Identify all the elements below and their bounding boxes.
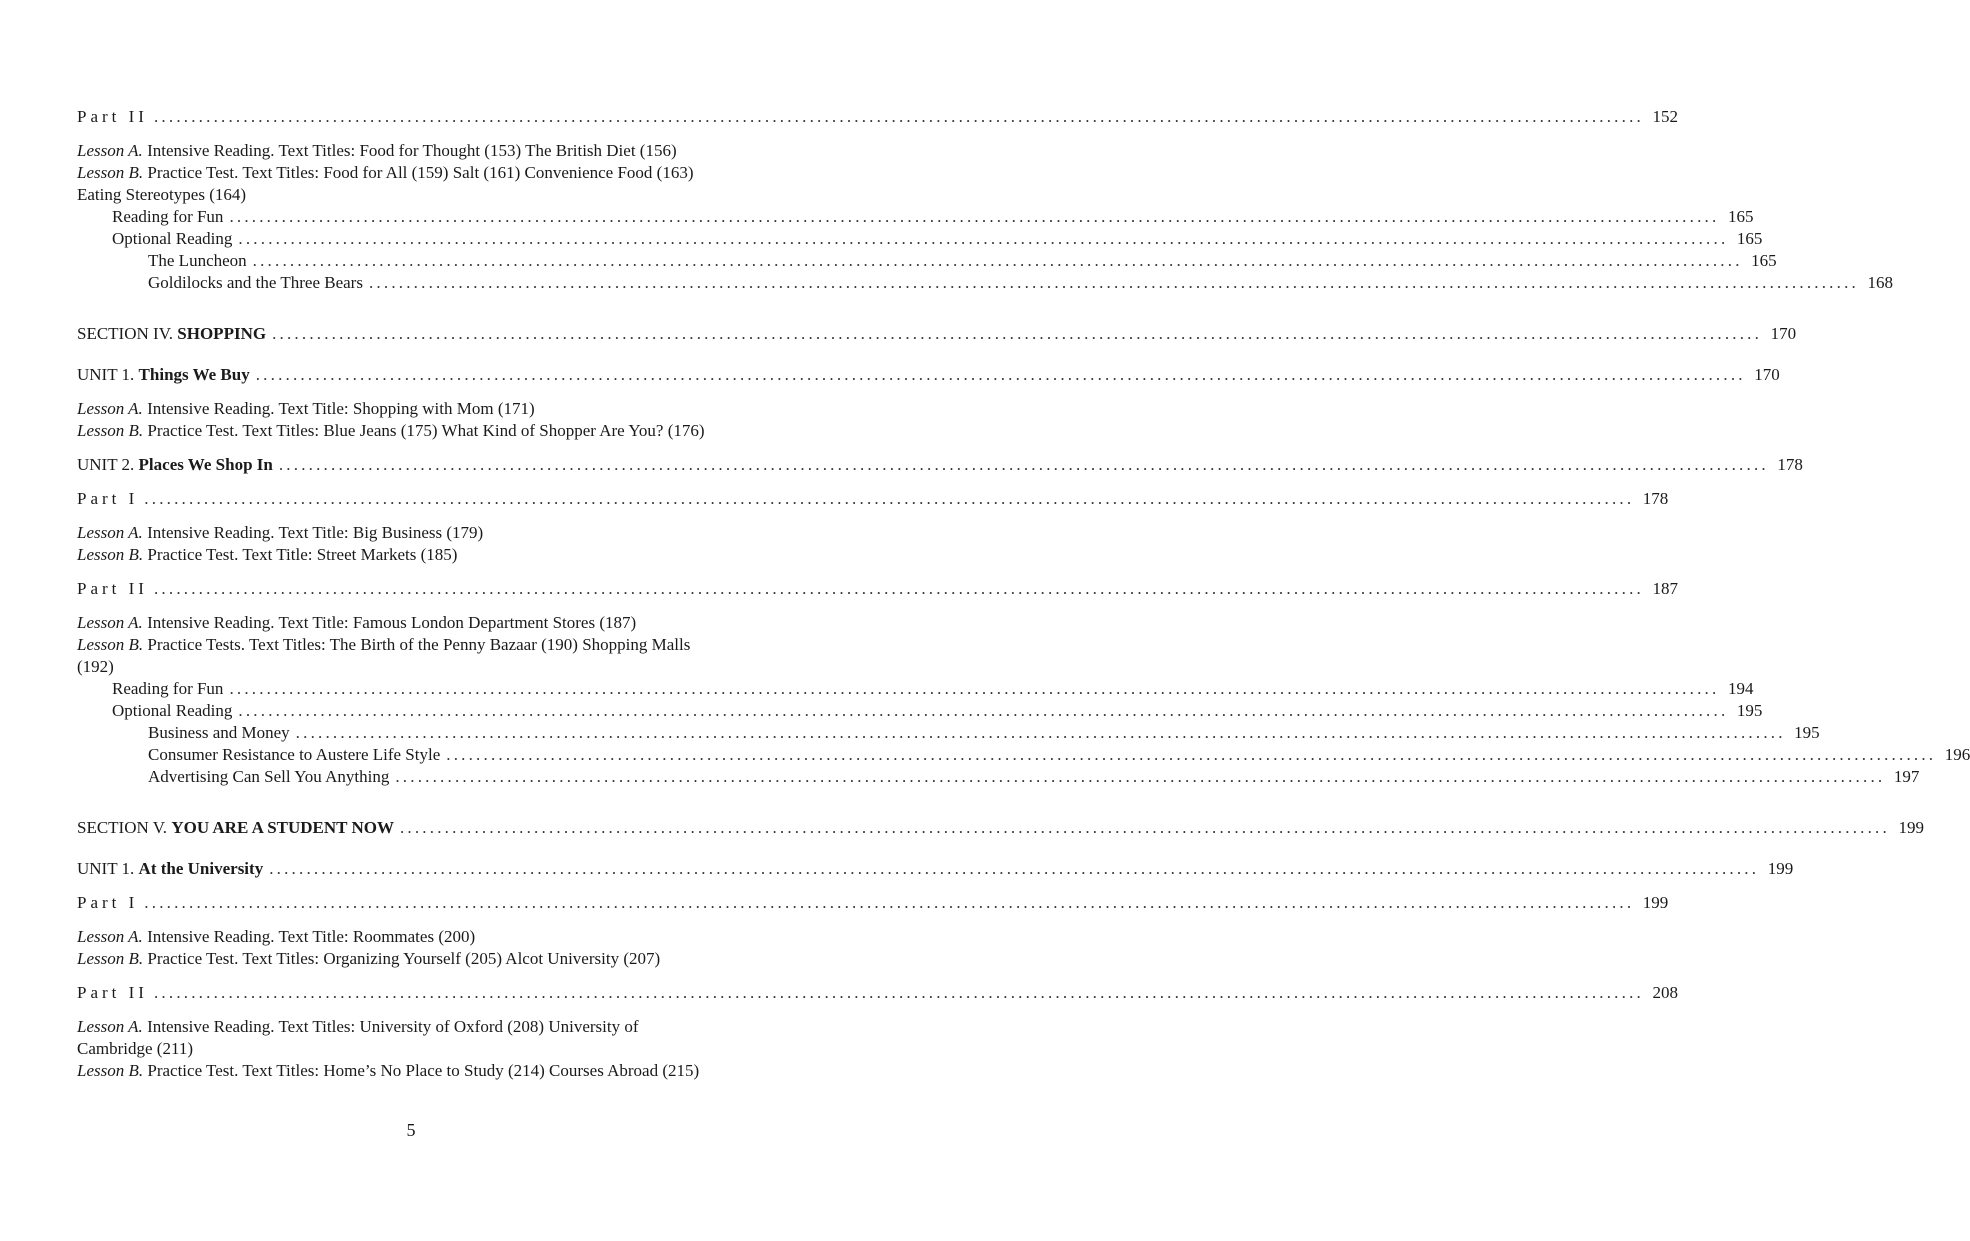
page-ref: 195 — [1736, 701, 1763, 720]
dot-leader: ........................................................................................................................................................................................................ — [252, 251, 1743, 270]
sub-entry — [148, 744, 1970, 766]
entry-title — [148, 744, 440, 766]
page-ref: 165 — [1751, 251, 1777, 270]
entry-text: Goldilocks and the Three Bears — [148, 273, 363, 292]
dot-leader: ........................................................................................................................................................................................................ — [395, 767, 1886, 786]
lesson-entry — [77, 420, 707, 442]
entry-text: Reading for Fun — [112, 207, 224, 226]
dot-leader: ........................................................................................................................................................................................................ — [144, 893, 1635, 912]
entry-title — [77, 323, 266, 345]
dot-leader: ........................................................................................................................................................................................................ — [153, 579, 1644, 598]
page-ref: 195 — [1794, 723, 1820, 742]
heading-entry — [77, 454, 1803, 476]
dot-leader: ........................................................................................................................................................................................................ — [255, 365, 1746, 384]
heading-entry — [77, 858, 1794, 880]
page-ref: 187 — [1652, 579, 1678, 598]
page-ref: 197 — [1893, 767, 1920, 786]
sub-entry — [112, 206, 1754, 228]
entry-title — [148, 250, 247, 272]
lesson-entry — [77, 522, 707, 544]
lesson-text: Intensive Reading. Text Title: Famous London Department Stores (187) — [147, 613, 637, 632]
page-ref: 152 — [1652, 107, 1678, 126]
page-number: 5 — [406, 1120, 416, 1140]
lesson-text: Intensive Reading. Text Title: Shopping with Mom (171) — [147, 399, 535, 418]
entry-text: Part II — [77, 579, 148, 598]
dot-leader: ........................................................................................................................................................................................................ — [446, 745, 1937, 764]
entry-title — [148, 722, 290, 744]
part-entry — [77, 578, 1678, 600]
entry-title — [77, 106, 148, 128]
entry-text: Part I — [77, 893, 139, 912]
heading-entry — [77, 323, 1797, 345]
lesson-label: Lesson A. — [77, 141, 143, 160]
sub-entry — [148, 272, 1893, 294]
lesson-label: Lesson A. — [77, 613, 143, 632]
page-ref: 165 — [1736, 229, 1763, 248]
sub-entry — [148, 766, 1920, 788]
page-ref: 199 — [1642, 893, 1669, 912]
entry-title — [148, 272, 363, 294]
dot-leader: ........................................................................................................................................................................................................ — [269, 859, 1760, 878]
entry-title — [77, 858, 263, 880]
heading-title: YOU ARE A STUDENT NOW — [171, 818, 394, 837]
page-ref: 165 — [1727, 207, 1754, 226]
lesson-entry — [77, 948, 707, 970]
dot-leader: ........................................................................................................................................................................................................ — [229, 207, 1720, 226]
entry-text: Consumer Resistance to Austere Life Style — [148, 745, 441, 764]
dot-leader: ........................................................................................................................................................................................................ — [229, 679, 1720, 698]
lesson-label: Lesson B. — [77, 545, 144, 564]
table-of-contents — [77, 106, 1970, 1082]
dot-leader: ........................................................................................................................................................................................................ — [238, 701, 1729, 720]
lesson-entry — [77, 1016, 707, 1060]
heading-prefix: SECTION IV. — [77, 324, 174, 343]
entry-title — [148, 766, 389, 788]
part-entry — [77, 892, 1669, 914]
lesson-text: Intensive Reading. Text Titles: Food for Thought (153) The British Diet (156) — [147, 141, 677, 160]
page-ref: 199 — [1767, 859, 1794, 878]
page-ref: 199 — [1898, 818, 1924, 837]
lesson-label: Lesson B. — [77, 635, 144, 654]
entry-text: The Luncheon — [148, 251, 247, 270]
lesson-entry — [77, 140, 707, 162]
heading-prefix: UNIT 1. — [77, 365, 135, 384]
lesson-label: Lesson A. — [77, 1017, 143, 1036]
lesson-label: Lesson B. — [77, 949, 144, 968]
dot-leader: ........................................................................................................................................................................................................ — [144, 489, 1635, 508]
sub-entry — [112, 678, 1754, 700]
lesson-text: Intensive Reading. Text Title: Roommates (200) — [147, 927, 476, 946]
heading-entry — [77, 364, 1780, 386]
entry-title — [77, 578, 148, 600]
lesson-label: Lesson A. — [77, 399, 143, 418]
page-ref: 170 — [1770, 324, 1797, 343]
dot-leader: ........................................................................................................................................................................................................ — [238, 229, 1729, 248]
entry-title — [112, 700, 232, 722]
heading-prefix: UNIT 1. — [77, 859, 135, 878]
heading-title: Things We Buy — [138, 365, 250, 384]
lesson-entry — [77, 544, 707, 566]
lesson-label: Lesson B. — [77, 163, 144, 182]
lesson-text: Intensive Reading. Text Title: Big Business (179) — [147, 523, 484, 542]
lesson-text: Practice Test. Text Title: Street Markets (185) — [147, 545, 458, 564]
entry-text: Advertising Can Sell You Anything — [148, 767, 390, 786]
lesson-entry — [77, 1060, 707, 1082]
sub-entry — [148, 722, 1820, 744]
dot-leader: ........................................................................................................................................................................................................ — [278, 455, 1769, 474]
part-entry — [77, 106, 1678, 128]
entry-text: Optional Reading — [112, 701, 233, 720]
dot-leader: ........................................................................................................................................................................................................ — [368, 273, 1859, 292]
heading-prefix: UNIT 2. — [77, 455, 135, 474]
sub-entry — [112, 228, 1763, 250]
page-ref: 168 — [1867, 273, 1893, 292]
dot-leader: ........................................................................................................................................................................................................ — [295, 723, 1786, 742]
entry-text: Optional Reading — [112, 229, 233, 248]
entry-title — [112, 678, 223, 700]
lesson-text: Practice Test. Text Titles: Blue Jeans (175) What Kind of Shopper Are You? (176) — [147, 421, 705, 440]
heading-title: Places We Shop In — [138, 455, 273, 474]
page-ref: 178 — [1777, 455, 1803, 474]
entry-text: Part II — [77, 983, 148, 1002]
part-entry — [77, 982, 1678, 1004]
sub-entry — [148, 250, 1777, 272]
dot-leader: ........................................................................................................................................................................................................ — [399, 818, 1890, 837]
lesson-text: Practice Tests. Text Titles: The Birth of the Penny Bazaar (190) Shopping Malls (192) — [77, 635, 691, 676]
entry-title — [77, 982, 148, 1004]
dot-leader: ........................................................................................................................................................................................................ — [153, 107, 1644, 126]
entry-title — [77, 364, 250, 386]
page-ref: 194 — [1727, 679, 1754, 698]
entry-title — [112, 206, 223, 228]
dot-leader: ........................................................................................................................................................................................................ — [272, 324, 1763, 343]
heading-prefix: SECTION V. — [77, 818, 168, 837]
lesson-label: Lesson B. — [77, 421, 144, 440]
entry-text: Reading for Fun — [112, 679, 224, 698]
entry-text: Part II — [77, 107, 148, 126]
entry-title — [77, 892, 138, 914]
lesson-entry — [77, 612, 707, 634]
entry-text: Part I — [77, 489, 139, 508]
heading-title: SHOPPING — [177, 324, 267, 343]
lesson-label: Lesson B. — [77, 1061, 144, 1080]
lesson-entry — [77, 634, 707, 678]
entry-title — [77, 454, 273, 476]
lesson-label: Lesson A. — [77, 523, 143, 542]
page-ref: 208 — [1652, 983, 1678, 1002]
lesson-text: Practice Test. Text Titles: Organizing Yourself (205) Alcot University (207) — [147, 949, 661, 968]
lesson-text: Practice Test. Text Titles: Food for All (159) Salt (161) Convenience Food (163) Eating Stereotypes (164) — [77, 163, 694, 204]
page-ref: 178 — [1642, 489, 1669, 508]
part-entry — [77, 488, 1669, 510]
page-ref: 196 — [1944, 745, 1970, 764]
heading-title: At the University — [138, 859, 264, 878]
entry-title — [77, 488, 138, 510]
entry-title — [112, 228, 232, 250]
entry-text: Business and Money — [148, 723, 290, 742]
lesson-entry — [77, 162, 707, 206]
lesson-entry — [77, 926, 707, 948]
dot-leader: ........................................................................................................................................................................................................ — [153, 983, 1644, 1002]
lesson-entry — [77, 398, 707, 420]
heading-entry — [77, 817, 1924, 839]
lesson-label: Lesson A. — [77, 927, 143, 946]
entry-title — [77, 817, 394, 839]
sub-entry — [112, 700, 1763, 722]
lesson-text: Practice Test. Text Titles: Home’s No Place to Study (214) Courses Abroad (215) — [147, 1061, 700, 1080]
page-ref: 170 — [1754, 365, 1780, 384]
lesson-text: Intensive Reading. Text Titles: University of Oxford (208) University of Cambridge (211) — [77, 1017, 639, 1058]
